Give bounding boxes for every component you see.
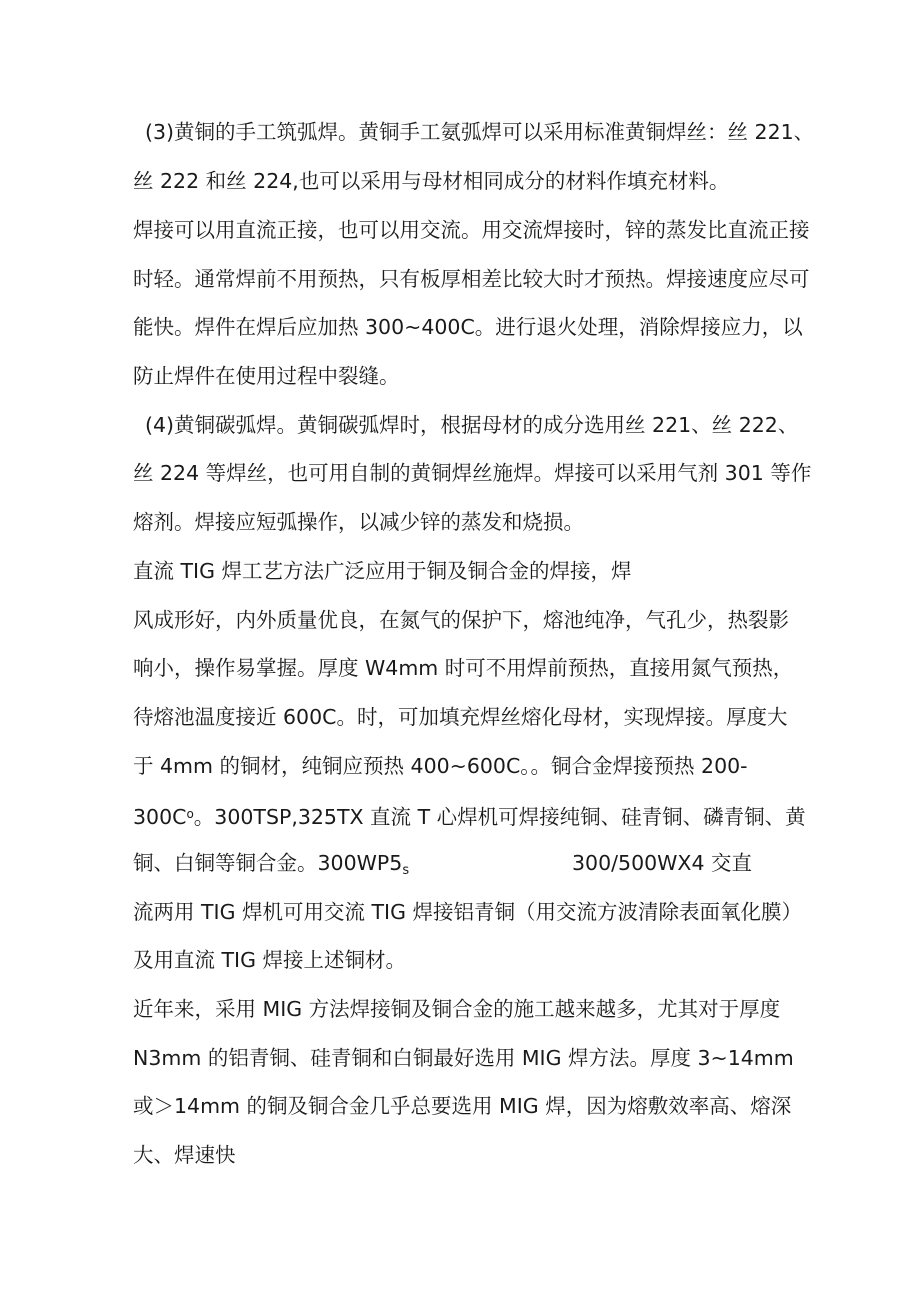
text-line-18: 及用直流 TIG 焊接上述铜材。 bbox=[133, 948, 406, 972]
text-segment: 300/500WX4 交直 bbox=[572, 851, 753, 875]
text-line-17: 流两用 TIG 焊机可用交流 TIG 焊接铝青铜（用交流方波清除表面氧化膜） bbox=[133, 900, 802, 924]
text-line-19: 近年来，采用 MIG 方法焊接铜及铜合金的施工越来越多，尤其对于厚度 bbox=[133, 997, 781, 1021]
text-line-8: 丝 224 等焊丝，也可用自制的黄铜焊丝施焊。焊接可以采用气剂 301 等作 bbox=[133, 461, 812, 485]
text-line-4: 时轻。通常焊前不用预热，只有板厚相差比较大时才预热。焊接速度应尽可 bbox=[133, 267, 810, 291]
text-line-3: 焊接可以用直流正接，也可以用交流。用交流焊接时，锌的蒸发比直流正接 bbox=[133, 218, 810, 242]
text-line-16 bbox=[133, 843, 773, 883]
text-line-9: 熔剂。焊接应短弧操作，以减少锌的蒸发和烧损。 bbox=[133, 510, 584, 534]
text-line-13: 待熔池温度接近 600C。时，可加填充焊丝熔化母材，实现焊接。厚度大 bbox=[133, 705, 788, 729]
text-line-22: 大、焊速快 bbox=[133, 1143, 236, 1167]
subscript: s bbox=[402, 863, 410, 878]
text-line-15 bbox=[133, 794, 806, 834]
text-line-10: 直流 TIG 焊工艺方法广泛应用于铜及铜合金的焊接，焊 bbox=[133, 559, 632, 583]
text-line-20: N3mm 的铝青铜、硅青铜和白铜最好选用 MIG 焊方法。厚度 3~14mm bbox=[133, 1046, 794, 1070]
text-segment: 。300TSP,325TX 直流 T 心焊机可焊接纯铜、硅青铜、磷青铜、黄 bbox=[193, 805, 806, 829]
text-line-6: 防止焊件在使用过程中裂缝。 bbox=[133, 364, 400, 388]
text-line-7: (4)黄铜碳弧焊。黄铜碳弧焊时，根据母材的成分选用丝 221、丝 222、 bbox=[145, 413, 799, 437]
text-line-5: 能快。焊件在焊后应加热 300~400C。进行退火处理，消除焊接应力，以 bbox=[133, 315, 803, 339]
text-line-11: 风成形好，内外质量优良，在氮气的保护下，熔池纯净，气孔少，热裂影 bbox=[133, 608, 789, 632]
text-line-2: 丝 222 和丝 224,也可以采用与母材相同成分的材料作填充材料。 bbox=[133, 169, 730, 193]
text-line-1: (3)黄铜的手工筑弧焊。黄铜手工氨弧焊可以采用标准黄铜焊丝：丝 221、 bbox=[145, 120, 815, 144]
text-line-21: 或＞14mm 的铜及铜合金几乎总要选用 MIG 焊，因为熔敷效率高、熔深 bbox=[133, 1094, 792, 1118]
text-segment: 300C bbox=[133, 805, 187, 829]
text-line-14: 于 4mm 的铜材，纯铜应预热 400~600C。。铜合金焊接预热 200- bbox=[133, 754, 748, 778]
text-segment: 铜、白铜等铜合金。300WP5 bbox=[133, 851, 403, 875]
superscript: o bbox=[186, 807, 194, 821]
text-line-12: 响小，操作易掌握。厚度 W4mm 时可不用焊前预热，直接用氮气预热， bbox=[133, 656, 794, 680]
